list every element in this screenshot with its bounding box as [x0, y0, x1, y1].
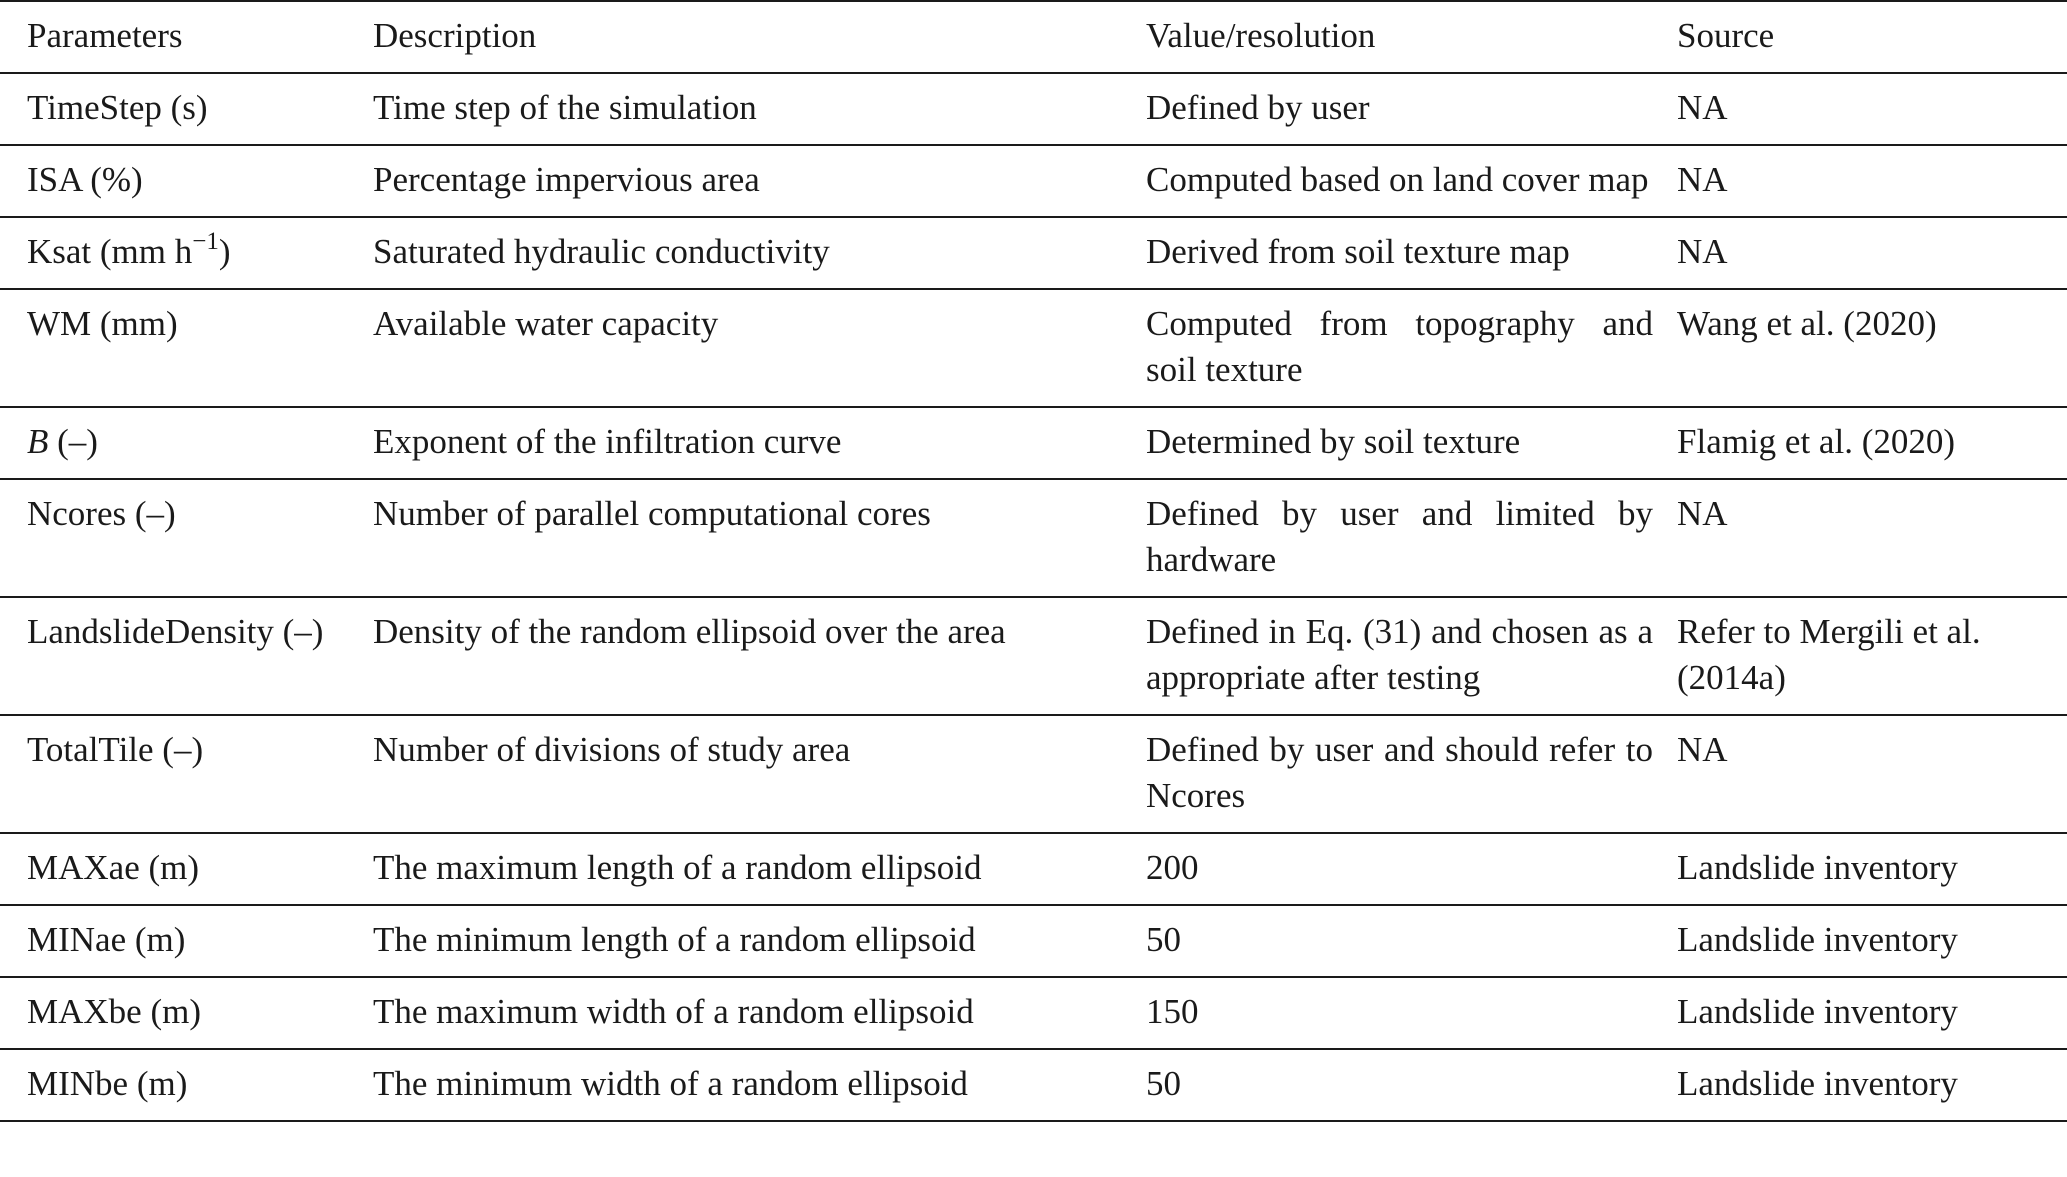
- table-row: [0, 407, 2067, 479]
- table-header-row: [0, 1, 2067, 73]
- value-cell: 200: [1146, 848, 1199, 887]
- source-cell: NA: [1677, 88, 1728, 127]
- header-source: Source: [1677, 16, 1775, 55]
- header-description: Description: [373, 16, 537, 55]
- param-cell: [0, 407, 373, 479]
- description-cell: The maximum length of a random ellipsoid: [373, 848, 982, 887]
- description-cell: Number of divisions of study area: [373, 730, 851, 769]
- source-cell: Flamig et al. (2020): [1677, 422, 1956, 461]
- source-cell: Wang et al. (2020): [1677, 304, 1937, 343]
- param-cell: [0, 217, 373, 289]
- source-cell: NA: [1677, 730, 1728, 769]
- source-cell: NA: [1677, 494, 1728, 533]
- value-cell: Derived from soil texture map: [1146, 232, 1570, 271]
- param-cell: MAXbe (m): [27, 992, 201, 1031]
- source-cell: NA: [1677, 160, 1728, 199]
- param-cell: TimeStep (s): [27, 88, 208, 127]
- header-parameters: Parameters: [27, 16, 183, 55]
- param-tail: ): [218, 232, 231, 271]
- description-cell: Saturated hydraulic conductivity: [373, 232, 830, 271]
- param-cell: Ncores (–): [27, 494, 176, 533]
- description-cell: Exponent of the infiltration curve: [373, 422, 842, 461]
- header-value: Value/resolution: [1146, 16, 1376, 55]
- description-cell: Number of parallel computational cores: [373, 494, 931, 533]
- param-cell: ISA (%): [27, 160, 143, 199]
- description-cell: Percentage impervious area: [373, 160, 760, 199]
- source-cell: Landslide inventory: [1677, 920, 1958, 959]
- param-cell: MAXae (m): [27, 848, 200, 887]
- param-italic: B: [27, 422, 49, 461]
- table-row: [0, 715, 2067, 833]
- table-row: [0, 905, 2067, 977]
- param-cell: MINbe (m): [27, 1064, 188, 1103]
- value-cell: 50: [1146, 920, 1181, 959]
- param-cell: MINae (m): [27, 920, 186, 959]
- description-cell: Available water capacity: [373, 304, 719, 343]
- description-cell: Time step of the simulation: [373, 88, 757, 127]
- description-cell: Density of the random ellipsoid over the area: [373, 612, 1006, 651]
- value-cell: Computed from topography and soil texture: [1146, 304, 1653, 389]
- description-cell: The minimum length of a random ellipsoid: [373, 920, 976, 959]
- value-cell: Defined by user and should refer to Ncores: [1146, 730, 1653, 815]
- source-cell: NA: [1677, 232, 1728, 271]
- table-row: [0, 73, 2067, 145]
- value-cell: Determined by soil texture: [1146, 422, 1521, 461]
- table-row: [0, 977, 2067, 1049]
- value-cell: Defined by user: [1146, 88, 1370, 127]
- value-cell: 150: [1146, 992, 1199, 1031]
- table-row: [0, 217, 2067, 289]
- param-cell: TotalTile (–): [27, 730, 204, 769]
- value-cell: Computed based on land cover map: [1146, 160, 1649, 199]
- table-row: [0, 597, 2067, 715]
- param-cell: LandslideDensity (–): [27, 612, 324, 651]
- source-cell: Landslide inventory: [1677, 848, 1958, 887]
- param-cell: WM (mm): [27, 304, 178, 343]
- source-cell: Refer to Mergili et al. (2014a): [1677, 612, 1981, 697]
- description-cell: The minimum width of a random ellipsoid: [373, 1064, 968, 1103]
- description-cell: The maximum width of a random ellipsoid: [373, 992, 974, 1031]
- table-row: [0, 1049, 2067, 1121]
- value-cell: Defined in Eq. (31) and chosen as a appropriate after testing: [1146, 612, 1653, 697]
- table-row: [0, 833, 2067, 905]
- param-main: Ksat (mm h: [27, 232, 193, 271]
- param-tail: (–): [48, 422, 98, 461]
- table-row: [0, 479, 2067, 597]
- table-row: [0, 145, 2067, 217]
- table-row: [0, 289, 2067, 407]
- source-cell: Landslide inventory: [1677, 992, 1958, 1031]
- source-cell: Landslide inventory: [1677, 1064, 1958, 1103]
- value-cell: 50: [1146, 1064, 1181, 1103]
- value-cell: Defined by user and limited by hardware: [1146, 494, 1653, 579]
- param-superscript: −1: [192, 228, 219, 255]
